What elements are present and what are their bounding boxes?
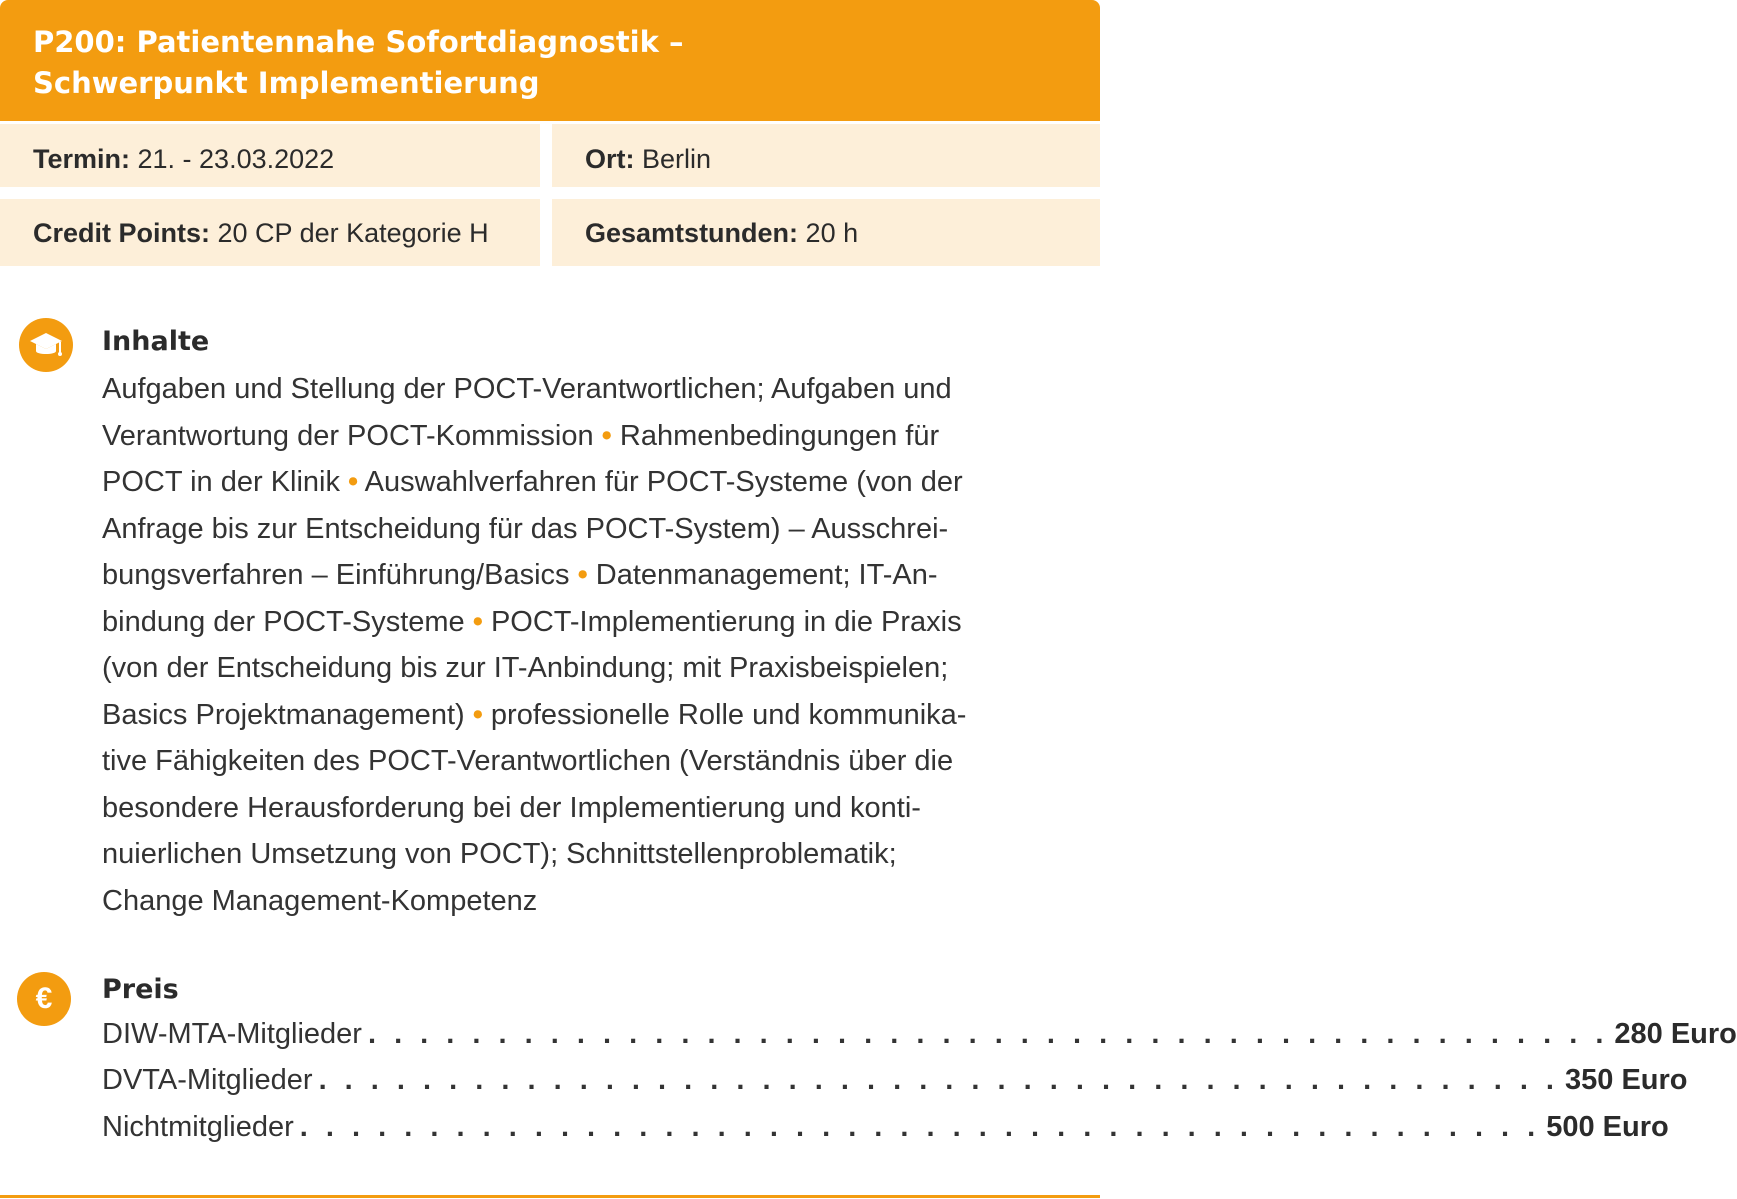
hours-value: 20 h (798, 218, 859, 248)
price-label: Nichtmitglieder (102, 1111, 294, 1143)
price-row (102, 1018, 1737, 1058)
bullet: • (472, 605, 483, 638)
inhalte-line: Change Management-Kompetenz (102, 884, 538, 917)
termin-value: 21. - 23.03.2022 (130, 144, 335, 174)
inhalte-line: Verantwortung der POCT-Kommission • Rahmenbedingungen für (102, 419, 940, 452)
credit-points-label: Credit Points: (33, 218, 211, 248)
price-row (102, 1111, 1669, 1151)
leader-dots: . . . . . . . . . . . . . . . . . . . . . . . . . . . . . . . . . . . . . . . . . . . . . . . . (299, 1111, 1541, 1143)
graduation-cap-icon (19, 318, 73, 372)
leader-dots: . . . . . . . . . . . . . . . . . . . . . . . . . . . . . . . . . . . . . . . . . . . . . . . . (367, 1018, 1609, 1050)
bullet: • (472, 698, 483, 731)
inhalte-text (102, 366, 1022, 924)
price-label: DVTA-Mitglieder (102, 1064, 313, 1096)
inhalte-line: tive Fähigkeiten des POCT-Verantwortlichen (Verständnis über die (102, 745, 954, 777)
termin-cell (0, 124, 540, 187)
hours-label: Gesamtstunden: (585, 218, 799, 248)
inhalte-line: Aufgaben und Stellung der POCT-Verantwortlichen; Aufgaben und (102, 373, 952, 405)
inhalte-line: (von der Entscheidung bis zur IT-Anbindung; mit Praxisbeispielen; (102, 652, 949, 684)
leader-dots: . . . . . . . . . . . . . . . . . . . . . . . . . . . . . . . . . . . . . . . . . . . . . . . . (318, 1064, 1559, 1096)
price-value: 280 Euro (1614, 1018, 1737, 1050)
inhalte-title: Inhalte (102, 326, 210, 357)
bullet: • (577, 559, 588, 591)
course-title-line-2: Schwerpunkt Implementierung (33, 66, 540, 100)
ort-cell (552, 124, 1100, 187)
preis-title: Preis (102, 974, 179, 1005)
ort-value: Berlin (634, 144, 712, 174)
ort-label: Ort: (585, 144, 635, 174)
credit-points-value: 20 CP der Kategorie H (210, 218, 489, 248)
termin-label: Termin: (33, 144, 131, 174)
price-row (102, 1064, 1688, 1104)
inhalte-line: Basics Projektmanagement) • professionelle Rolle und kommunika- (102, 698, 967, 731)
inhalte-line: nuierlichen Umsetzung von POCT); Schnittstellenproblematik; (102, 838, 897, 870)
bullet: • (348, 466, 359, 498)
bottom-divider (0, 1195, 1100, 1198)
price-value: 350 Euro (1565, 1064, 1688, 1096)
inhalte-line: POCT in der Klinik • Auswahlverfahren für POCT-Systeme (von der (102, 466, 963, 498)
price-label: DIW-MTA-Mitglieder (102, 1018, 362, 1050)
credit-points-cell (0, 199, 540, 266)
euro-icon: € (17, 972, 71, 1026)
inhalte-line: bungsverfahren – Einführung/Basics • Datenmanagement; IT-An- (102, 559, 938, 591)
inhalte-line: besondere Herausforderung bei der Implementierung und konti- (102, 791, 921, 824)
course-header (0, 0, 1100, 121)
price-value: 500 Euro (1546, 1111, 1669, 1143)
course-title-line-1: P200: Patientennahe Sofortdiagnostik – (33, 25, 684, 59)
inhalte-line: Anfrage bis zur Entscheidung für das POCT-System) – Ausschrei- (102, 512, 949, 545)
inhalte-line: bindung der POCT-Systeme • POCT-Implementierung in die Praxis (102, 605, 962, 638)
hours-cell (552, 199, 1100, 266)
bullet: • (601, 419, 612, 452)
